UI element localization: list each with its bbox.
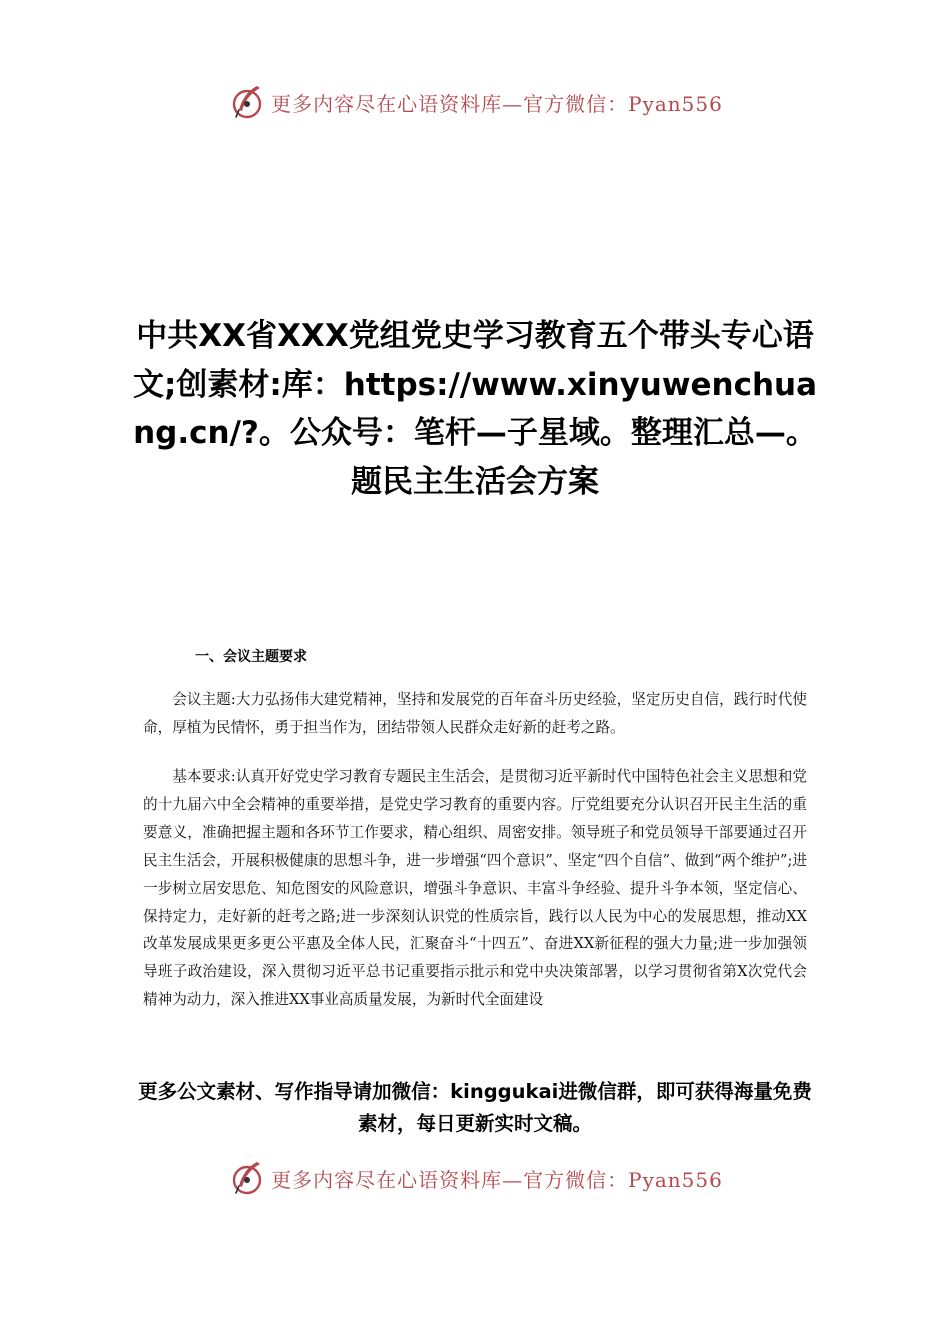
- header-banner[interactable]: [0, 78, 950, 126]
- paragraph-basic-requirements: 基本要求:认真开好党史学习教育专题民主生活会，是贯彻习近平新时代中国特色社会主义思想和党的十九届六中全会精神的重要举措，是党史学习教育的重要内容。厅党组要充分认识召开民主生活的重要意义，准确把握主题和各环节工作要求，精心组织、周密安排。领导班子和党员领导干部要通过召开民主生活会，开展积极健康的思想斗争，进一步增强“四个意识”、坚定“四个自信”、做到“两个维护”;进一步树立居安思危、知危图安的风险意识，增强斗争意识、丰富斗争经验、提升斗争本领，坚定信心、保持定力，走好新的赶考之路;进一步深刻认识党的性质宗旨，践行以人民为中心的发展思想，推动XX改革发展成果更多更公平惠及全体人民，汇聚奋斗“十四五”、奋进XX新征程的强大力量;进一步加强领导班子政治建设，深入贯彻习近平总书记重要指示批示和党中央决策部署，以学习贯彻省第X次党代会精神为动力，深入推进XX事业高质量发展，为新时代全面建设: [143, 768, 807, 1009]
- document-title: 中共XX省XXX党组党史学习教育五个带头专心语文;创素材:库：https://www.xinyuwenchuang.cn/?。公众号：笔杆—子星域。整理汇总—。题民主生活会方案: [132, 318, 818, 500]
- footer-banner[interactable]: [0, 1154, 950, 1202]
- promo-text: 更多公文素材、写作指导请加微信：kinggukai进微信群，即可获得海量免费素材，每日更新实时文稿。: [138, 1080, 812, 1135]
- footer-banner-text: 更多内容尽在心语资料库—官方微信：Pyan556: [271, 1167, 723, 1192]
- quill-logo-icon: [227, 82, 267, 122]
- paragraph-meeting-theme: 会议主题:大力弘扬伟大建党精神，坚持和发展党的百年奋斗历史经验，坚定历史自信，践行时代使命，厚植为民情怀，勇于担当作为，团结带领人民群众走好新的赶考之路。: [143, 691, 807, 736]
- header-banner-text: 更多内容尽在心语资料库—官方微信：Pyan556: [271, 91, 723, 116]
- section-heading: 一、会议主题要求: [195, 649, 307, 665]
- quill-logo-icon: [227, 1158, 267, 1198]
